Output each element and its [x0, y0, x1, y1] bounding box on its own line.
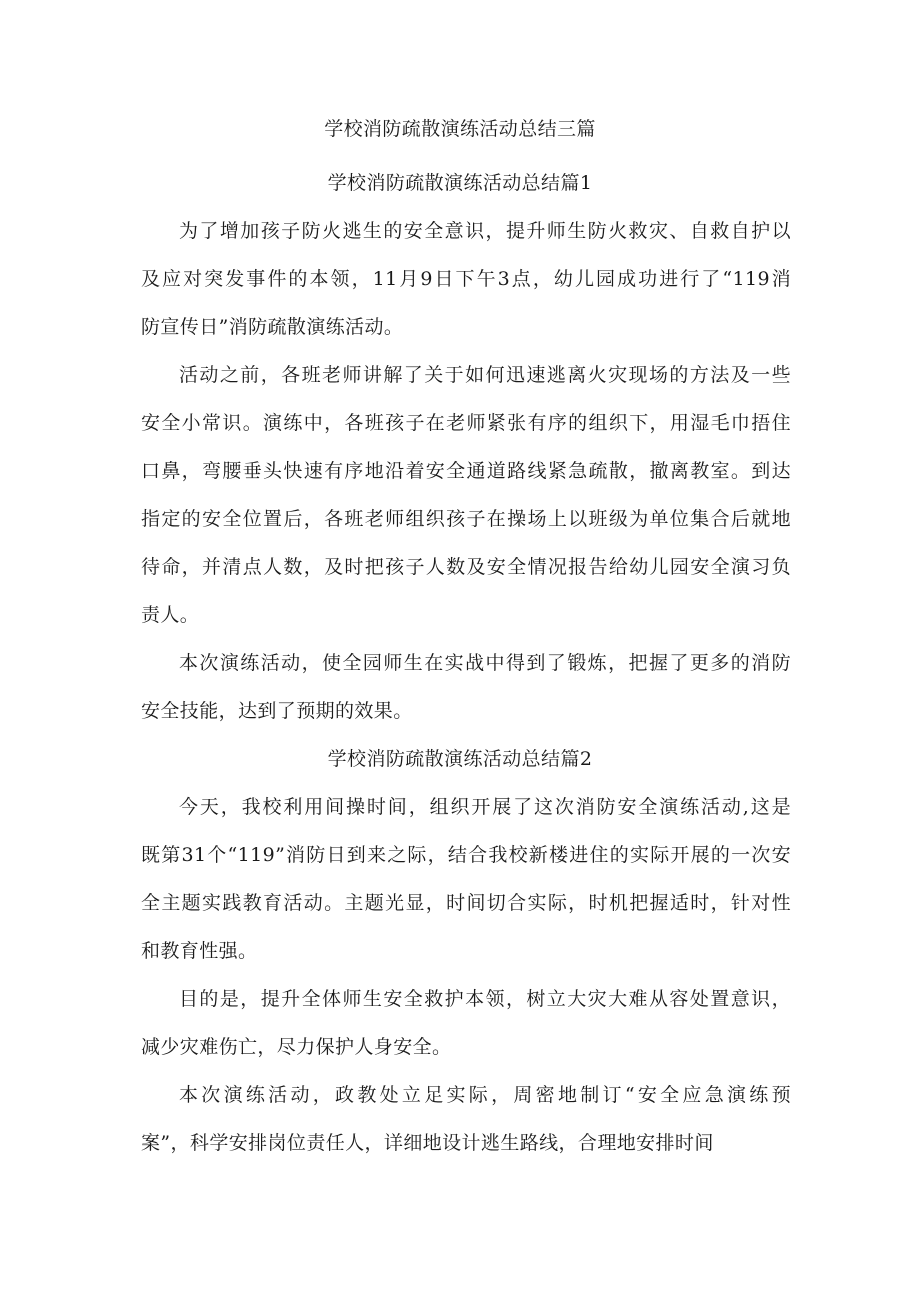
paragraph-line: 本次演练活动，政教处立足实际，周密地制订“安全应急演练预: [179, 1084, 791, 1106]
paragraph-line: 案”，科学安排岗位责任人，详细地设计逃生路线，合理地安排时间: [141, 1132, 714, 1154]
paragraph-line: 指定的安全位置后，各班老师组织孩子在操场上以班级为单位集合后就地: [141, 508, 791, 530]
paragraph-line: 既第31个“119”消防日到来之际，结合我校新楼进住的实际开展的一次安: [141, 844, 791, 866]
paragraph-line: 及应对突发事件的本领，11月9日下午3点，幼儿园成功进行了“119消: [141, 268, 791, 290]
paragraph-line: 今天，我校利用间操时间，组织开展了这次消防安全演练活动,这是: [179, 796, 791, 818]
paragraph-line: 待命，并清点人数，及时把孩子人数及安全情况报告给幼儿园安全演习负: [141, 556, 791, 578]
paragraph-line: 活动之前，各班老师讲解了关于如何迅速逃离火灾现场的方法及一些: [179, 364, 791, 386]
paragraph-line: 为了增加孩子防火逃生的安全意识，提升师生防火救灾、自救自护以: [179, 220, 791, 242]
section-heading-2: 学校消防疏散演练活动总结篇2: [327, 748, 593, 770]
paragraph-line: 口鼻，弯腰垂头快速有序地沿着安全通道路线紧急疏散，撤离教室。到达: [141, 460, 791, 482]
document-title: 学校消防疏散演练活动总结三篇: [324, 118, 596, 140]
section-heading-1: 学校消防疏散演练活动总结篇1: [327, 172, 593, 194]
paragraph-line: 安全技能，达到了预期的效果。: [141, 700, 413, 722]
paragraph-line: 全主题实践教育活动。主题光显，时间切合实际，时机把握适时，针对性: [141, 892, 791, 914]
paragraph-line: 责人。: [141, 604, 200, 626]
paragraph-line: 防宣传日”消防疏散演练活动。: [141, 316, 404, 338]
paragraph-line: 目的是，提升全体师生安全救护本领，树立大灾大难从容处置意识，: [179, 988, 791, 1010]
paragraph-line: 减少灾难伤亡，尽力保护人身安全。: [141, 1036, 452, 1058]
paragraph-line: 和教育性强。: [141, 940, 258, 962]
paragraph-line: 安全小常识。演练中，各班孩子在老师紧张有序的组织下，用湿毛巾捂住: [141, 412, 791, 434]
paragraph-line: 本次演练活动，使全园师生在实战中得到了锻炼，把握了更多的消防: [179, 652, 791, 674]
